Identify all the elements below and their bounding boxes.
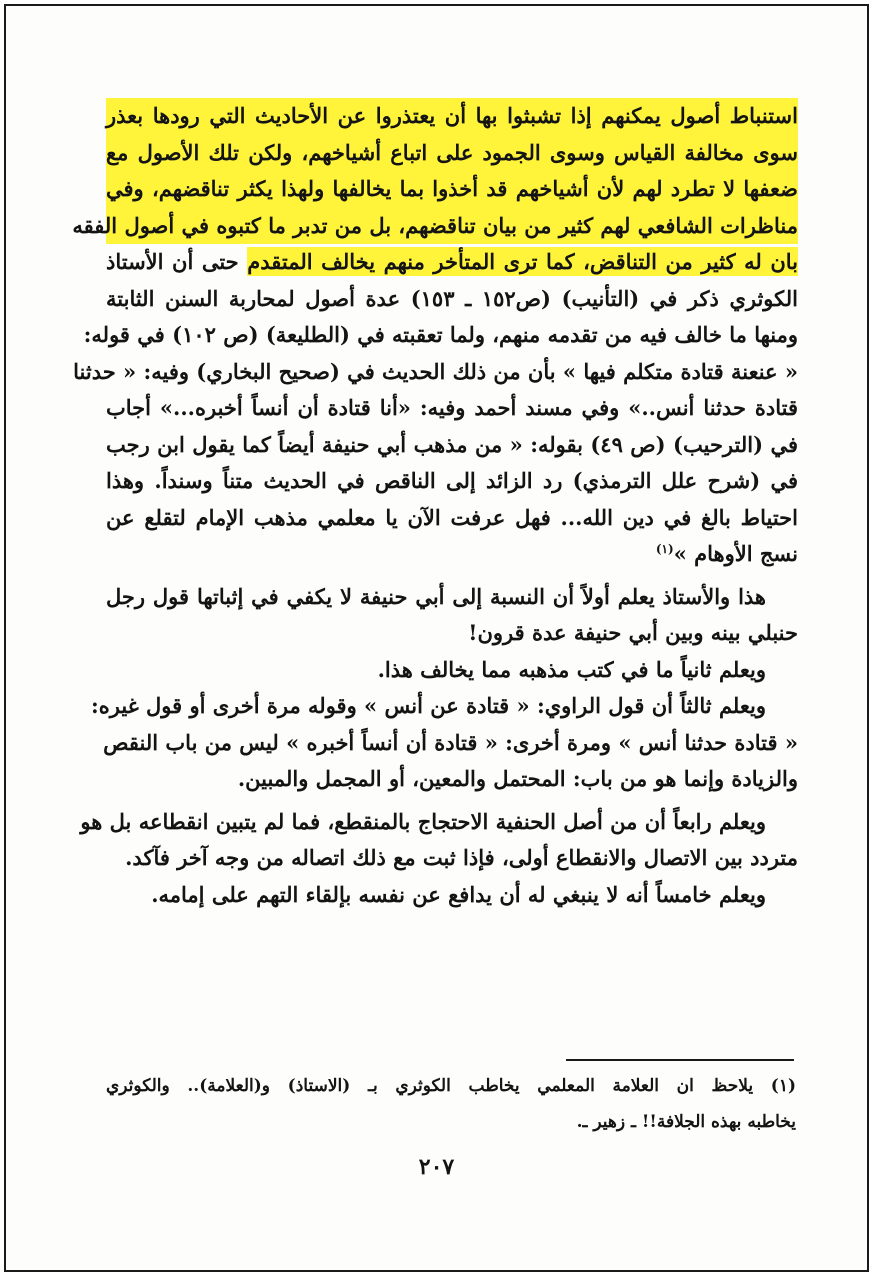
footnote-divider [566, 1059, 794, 1061]
text-phrase: حتى أن الأستاذ [106, 249, 239, 274]
text-line: ويعلم ثانياً ما في كتب مذهبه مما يخالف هذا. [377, 656, 766, 682]
text-line: « عنعنة قتادة متكلم فيها » بأن من ذلك الحديث في (صحيح البخاري) وفيه: « حدثنا [73, 358, 798, 384]
page-number: ٢٠٧ [418, 1154, 455, 1180]
text-line: في (الترحيب) (ص ٤٩) بقوله: « من مذهب أبي حنيفة أيضاً كما يقول ابن رجب [106, 431, 798, 457]
text-line: ويعلم خامساً أنه لا ينبغي له أن يدافع عن نفسه بإلقاء التهم على إمامه. [151, 881, 766, 907]
footnote-line: يخاطبه بهذه الجلافة!! ـ زهير ـ. [576, 1112, 796, 1132]
text-line: هذا والأستاذ يعلم أولاً أن النسبة إلى أبي حنيفة لا يكفي في إثباتها قول رجل [106, 583, 766, 609]
text-line: قتادة حدثنا أنس..» وفي مسند أحمد وفيه: «أنا قتادة أن أنساً أخبره...» أجاب [106, 395, 798, 420]
text-line [106, 244, 798, 281]
highlighted-line: سوى مخالفة القياس وسوى الجمود على اتباع أشياخهم، ولكن تلك الأصول مع [106, 135, 798, 172]
text-line: في (شرح علل الترمذي) رد الزائد إلى الناقص في الحديث متناً وسنداً. وهذا [106, 468, 798, 493]
body-text [72, 98, 798, 913]
text-line [106, 536, 798, 573]
book-page [4, 4, 869, 1272]
text-phrase: نسج الأوهام » [673, 541, 798, 566]
highlighted-line: ضعفها لا تطرد لهم لأن أشياخهم قد أخذوا بما يخالفها ولهذا يكثر تناقضهم، وفي [106, 171, 798, 208]
footnote-line: (١) يلاحظ ان العلامة المعلمي يخاطب الكوثري بـ (الاستاذ) و(العلامة).. والكوثري [106, 1076, 796, 1096]
text-line: متردد بين الاتصال والانقطاع أولى، فإذا ثبت مع ذلك اتصاله من وجه آخر فآكد. [125, 845, 798, 870]
footnote-marker: (١) [655, 542, 674, 556]
text-line: حنبلي بينه وبين أبي حنيفة عدة قرون! [468, 620, 798, 645]
text-line: الكوثري ذكر في (التأنيب) (ص١٥٢ ـ ١٥٣) عدة أصول لمحاربة السنن الثابتة [106, 285, 798, 311]
text-line: ومنها ما خالف فيه من تقدمه منهم، ولما تعقبته في (الطليعة) (ص ١٠٢) في قوله: [83, 322, 798, 347]
text-line: والزيادة وإنما هو من باب: المحتمل والمعين، أو المجمل والمبين. [237, 766, 798, 791]
text-line: ويعلم رابعاً أن من أصل الحنفية الاحتجاج بالمنقطع، فما لم يتبين انقطاعه بل هو [80, 808, 766, 834]
highlighted-phrase: بان له كثير من التناقض، كما ترى المتأخر منهم يخالف المتقدم [247, 249, 798, 274]
highlighted-line: استنباط أصول يمكنهم إذا تشبثوا بها أن يعتذروا عن الأحاديث التي رودها بعذر [106, 98, 798, 135]
footnote [106, 1068, 796, 1140]
highlighted-line: مناظرات الشافعي لهم كثير من بيان تناقضهم، بل من تدبر ما كتبوه في أصول الفقه [106, 208, 798, 245]
text-line: ويعلم ثالثاً أن قول الراوي: « قتادة عن أنس » وقوله مرة أخرى أو قول غيره: [91, 693, 766, 718]
text-line: « قتادة حدثنا أنس » ومرة أخرى: « قتادة أن أنساً أخبره » ليس من باب النقص [103, 729, 798, 755]
text-line: احتياط بالغ في دين الله... فهل عرفت الآن يا معلمي مذهب الإمام لتقلع عن [106, 504, 798, 530]
